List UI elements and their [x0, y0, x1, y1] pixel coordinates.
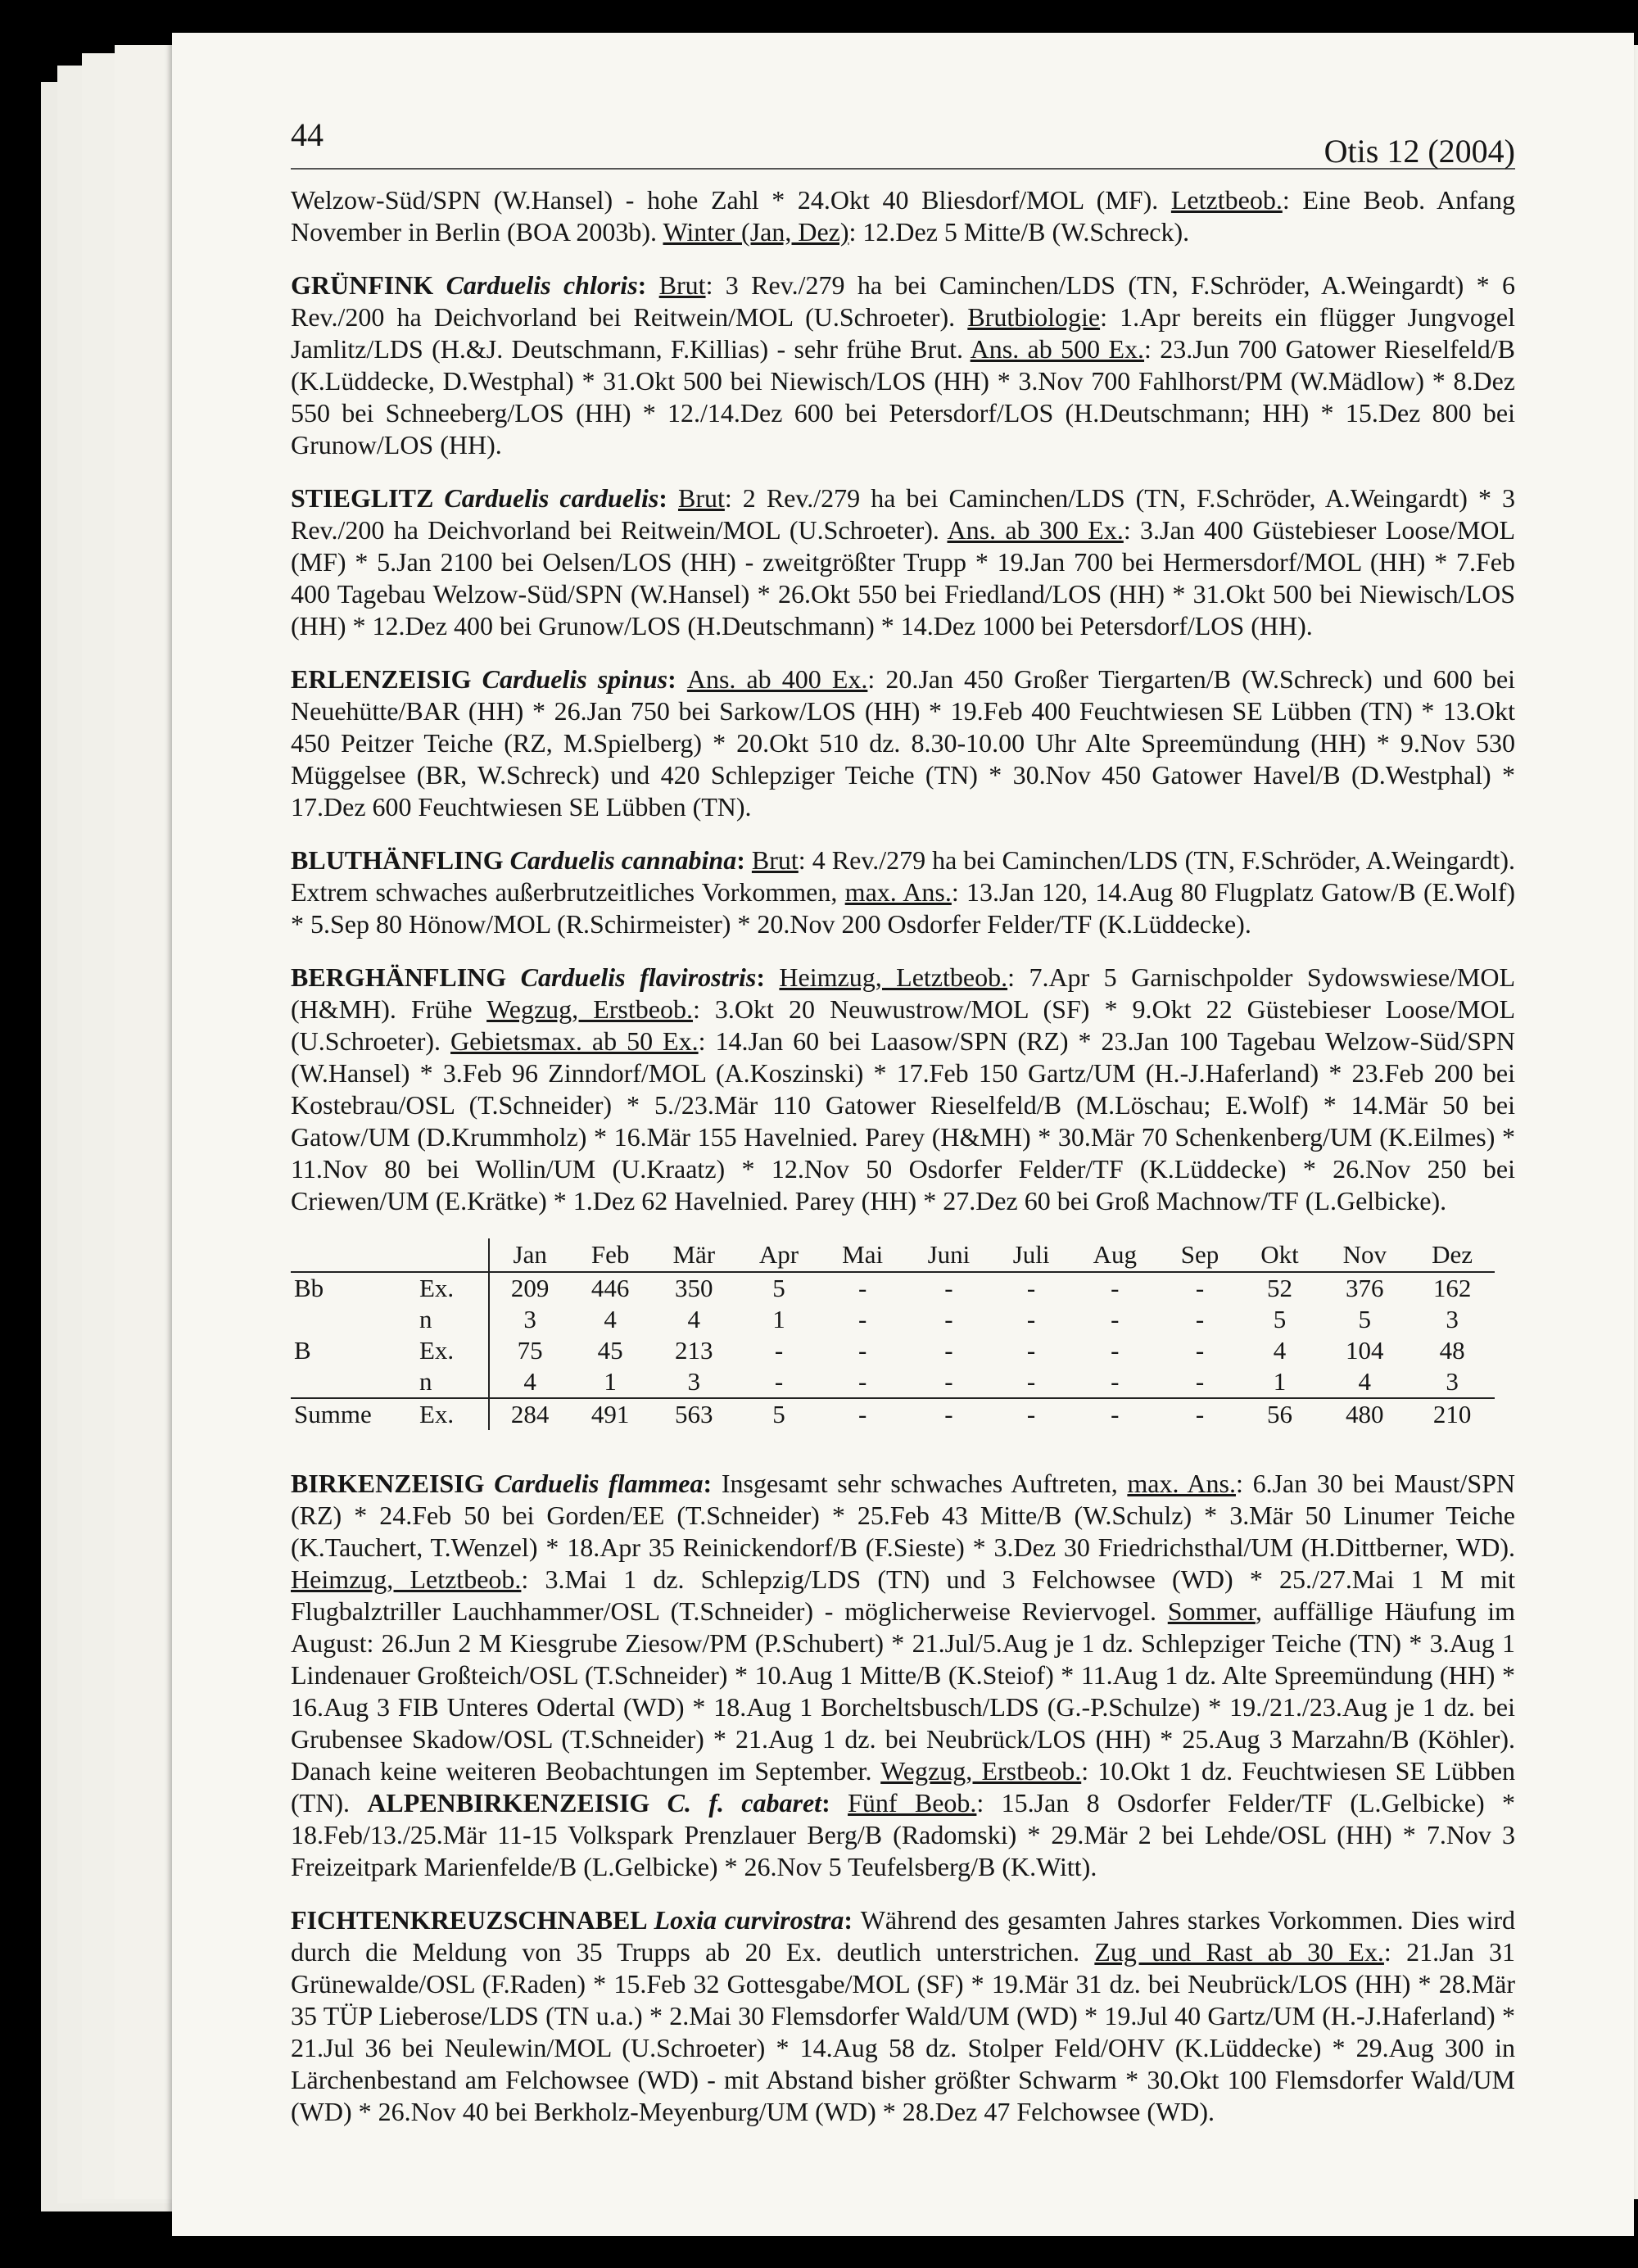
- species-entry-bluthaenfling: [291, 844, 1515, 940]
- table-cell: -: [944, 1274, 953, 1302]
- table-cell: 3: [1446, 1367, 1459, 1396]
- entry-text: : 3.Jan 400 Güstebieser Loose/MOL (MF) * 5.Jan 2100 bei Oelsen/LOS (HH) - zweitgrößter Trupp * 19.Jan 700 bei Hermersdorf/MOL (HH) * 7.Feb 400 Tagebau Welzow-Süd/SPN (W.Hansel) * 26.Okt 550 bei Friedland/LOS (HH) * 31.Okt 500 bei Niewisch/LOS (HH) * 12.Dez 400 bei Grunow/LOS (H.Deutschmann) * 14.Dez 1000 bei Petersdorf/LOS (HH).: [291, 515, 1516, 641]
- table-cell: -: [857, 1274, 867, 1302]
- section-label: Letztbeob.: [1170, 185, 1283, 215]
- table-header-cell: [291, 1238, 416, 1272]
- month-header: Nov: [1319, 1238, 1409, 1272]
- species-name: :: [667, 664, 687, 694]
- table-row: [291, 1335, 1495, 1366]
- table-cell: 162: [1432, 1274, 1472, 1302]
- table-cell: 1: [1273, 1367, 1287, 1396]
- entry-text: : 12.Dez 5 Mitte/B (W.Schreck).: [848, 217, 1190, 247]
- species-name: :: [756, 962, 780, 992]
- entry-text: : 3.Mai 1 dz. Schlepzig/LDS (TN) und 3 Felchowsee (WD) * 25./27.Mai 1 M mit Flugbalztriller Lauchhammer/OSL (T.Schneider) - möglicherweise Reviervogel.: [291, 1564, 1516, 1626]
- latin-name: Loxia curvirostra: [654, 1905, 844, 1935]
- month-header: Sep: [1160, 1238, 1240, 1272]
- entry-text: : 13.Jan 120, 14.Aug 80 Flugplatz Gatow/B (E.Wolf) * 5.Sep 80 Hönow/MOL (R.Schirmeister) * 20.Nov 200 Osdorfer Felder/TF (K.Lüddecke).: [291, 877, 1516, 939]
- entry-text: : 20.Jan 450 Großer Tiergarten/B (W.Schreck) und 600 bei Neuehütte/BAR (HH) * 26.Jan 750 bei Sarkow/LOS (HH) * 19.Feb 400 Feuchtwiesen SE Lübben (TN) * 13.Okt 450 Peitzer Teiche (RZ, M.Spielberg) * 20.Okt 510 dz. 8.30-10.00 Uhr Alte Spreemündung (HH) * 9.Nov 530 Müggelsee (BR, W.Schreck) und 420 Schlepziger Teiche (TN) * 30.Nov 450 Gatower Havel/B (D.Westphal) * 17.Dez 600 Feuchtwiesen SE Lübben (TN).: [291, 664, 1516, 822]
- table-cell: -: [1026, 1274, 1036, 1302]
- section-label: Ans. ab 300 Ex.: [947, 515, 1124, 545]
- page-number: 44: [291, 116, 324, 153]
- species-entries-bottom: [291, 1468, 1515, 2128]
- row-unit: Ex.: [416, 1272, 489, 1304]
- book-page: [172, 33, 1634, 2236]
- month-header: Apr: [738, 1238, 821, 1272]
- entry-text: : 21.Jan 31 Grünewalde/OSL (F.Raden) * 15.Feb 32 Gottesgabe/MOL (SF) * 19.Mär 31 dz. bei Neubrück/LOS (HH) * 28.Mär 35 TÜP Lieberose/LDS (TN u.a.) * 2.Mai 30 Flemsdorfer Wald/UM (WD) * 19.Jul 40 Gartz/UM (H.-J.Haferland) * 21.Jul 36 bei Neulewin/MOL (U.Schroeter) * 14.Aug 58 dz. Stolper Feld/OHV (K.Lüddecke) * 29.Aug 300 in Lärchenbestand am Felchowsee (WD) - mit Abstand bisher größter Schwarm * 30.Okt 100 Flemsdorfer Wald/UM (WD) * 26.Nov 40 bei Berkholz-Meyenburg/UM (WD) * 28.Dez 47 Felchowsee (WD).: [291, 1937, 1516, 2126]
- table-cell: 3: [687, 1367, 701, 1396]
- table-cell: 75: [517, 1336, 543, 1365]
- table-body: [291, 1272, 1495, 1430]
- table-cell: 3: [1446, 1305, 1459, 1333]
- table-cell: -: [1026, 1305, 1036, 1333]
- species-name: BERGHÄNFLING: [291, 962, 521, 992]
- species-name: FICHTENKREUZSCHNABEL: [291, 1905, 654, 1935]
- table-cell: 104: [1346, 1336, 1384, 1365]
- section-label: Brut: [751, 845, 799, 875]
- entry-text: : 15.Jan 8 Osdorfer Felder/TF (L.Gelbicke) * 18.Feb/13./25.Mär 11-15 Volkspark Prenzlauer Berg/B (Radomski) * 29.Mär 2 bei Lehde/OSL (HH) * 7.Nov 3 Freizeitpark Marienfelde/B (L.Gelbicke) * 26.Nov 5 Teufelsberg/B (K.Witt).: [291, 1788, 1516, 1881]
- table-cell: -: [857, 1367, 867, 1396]
- table-cell: -: [944, 1305, 953, 1333]
- entry-text: : 3 Rev./279 ha bei Caminchen/LDS (TN, F.Schröder, A.Weingardt) * 6 Rev./200 ha Deichvorland bei Reitwein/MOL (U.Schroeter).: [291, 270, 1516, 332]
- table-cell: 209: [510, 1274, 550, 1302]
- entry-text: : 7.Apr 5 Garnischpolder Sydowswiese/MOL (H&MH). Frühe: [291, 962, 1516, 1024]
- row-label: [291, 1304, 416, 1335]
- species-entry-erlenzeisig: [291, 663, 1515, 823]
- species-entry-berghaenfling: [291, 962, 1515, 1217]
- table-cell: 48: [1439, 1336, 1465, 1365]
- table-cell: 284: [489, 1398, 570, 1430]
- table-cell: 4: [687, 1305, 701, 1333]
- latin-name: Carduelis chloris: [446, 270, 638, 300]
- section-label: Ans. ab 400 Ex.: [686, 664, 868, 694]
- table-cell: -: [1111, 1336, 1120, 1365]
- section-label: Zug und Rast ab 30 Ex.: [1094, 1937, 1384, 1967]
- table-cell: 4: [604, 1305, 617, 1333]
- section-label: Heimzug, Letztbeob.: [779, 962, 1008, 992]
- latin-name: Carduelis flammea: [494, 1469, 704, 1498]
- table-cell: -: [1111, 1367, 1120, 1396]
- month-header: Juli: [993, 1238, 1070, 1272]
- month-header: Dez: [1409, 1238, 1495, 1272]
- entry-text: : 14.Jan 60 bei Laasow/SPN (RZ) * 23.Jan 100 Tagebau Welzow-Süd/SPN (W.Hansel) * 3.Feb 96 Zinndorf/MOL (A.Koszinski) * 17.Feb 150 Gartz/UM (H.-J.Haferland) * 23.Feb 200 bei Kostebrau/OSL (T.Schneider) * 5./23.Mär 110 Gatower Rieselfeld/B (M.Löschau; E.Wolf) * 14.Mär 50 bei Gatow/UM (D.Krummholz) * 16.Mär 155 Havelnied. Parey (H&MH) * 30.Mär 70 Schenkenberg/UM (K.Eilmes) * 11.Nov 80 bei Wollin/UM (U.Kraatz) * 12.Nov 50 Osdorfer Felder/TF (K.Lüddecke) * 26.Nov 250 bei Criewen/UM (E.Krätke) * 1.Dez 62 Havelnied. Parey (HH) * 27.Dez 60 bei Groß Machnow/TF (L.Gelbicke).: [291, 1026, 1516, 1215]
- table-cell: 563: [650, 1398, 738, 1430]
- table-cell: -: [1111, 1274, 1120, 1302]
- section-label: max. Ans.: [844, 877, 952, 907]
- table-cell: -: [774, 1367, 784, 1396]
- latin-name: C. f. cabaret: [667, 1788, 822, 1818]
- table-cell: 45: [597, 1336, 623, 1365]
- entry-text: , auffällige Häufung im August: 26.Jun 2 M Kiesgrube Ziesow/PM (P.Schubert) * 21.Jul/5.Aug je 1 dz. Schlepziger Teiche (TN) * 3.Aug 1 Lindenauer Großteich/OSL (T.Schneider) * 10.Aug 1 Mitte/B (K.Steiof) * 11.Aug 1 dz. Alte Spreemündung (HH) * 16.Aug 3 FIB Unteres Odertal (WD) * 18.Aug 1 Borcheltsbusch/LDS (G.-P.Schulze) * 19./21./23.Aug je 1 dz. bei Grubensee Skadow/OSL (T.Schneider) * 21.Aug 1 dz. bei Neubrück/LOS (HH) * 25.Aug 3 Marzahn/B (Köhler). Danach keine weiteren Beobachtungen im September.: [291, 1596, 1516, 1786]
- section-label: Fünf Beob.: [848, 1788, 977, 1818]
- table-cell: 52: [1267, 1274, 1293, 1302]
- entry-text: Während des gesamten Jahres starkes Vorkommen. Dies wird durch die Meldung von 35 Trupps ab 20 Ex. deutlich unterstrichen.: [291, 1905, 1516, 1967]
- month-header: Feb: [570, 1238, 650, 1272]
- species-name: BLUTHÄNFLING: [291, 845, 510, 875]
- table-cell: -: [993, 1398, 1070, 1430]
- entry-text: : 23.Jun 700 Gatower Rieselfeld/B (K.Lüddecke, D.Westphal) * 31.Okt 500 bei Niewisch/LOS (HH) * 3.Nov 700 Fahlhorst/PM (W.Mädlow) * 8.Dez 550 bei Schneeberg/LOS (HH) * 12./14.Dez 600 bei Petersdorf/LOS (H.Deutschmann; HH) * 15.Dez 800 bei Grunow/LOS (HH).: [291, 334, 1516, 459]
- species-name: BIRKENZEISIG: [291, 1469, 495, 1498]
- table-cell: 480: [1319, 1398, 1409, 1430]
- table-cell: -: [857, 1336, 867, 1365]
- species-entry-gruenfink: [291, 269, 1515, 461]
- species-name: :: [703, 1469, 722, 1498]
- species-name: :: [844, 1905, 861, 1935]
- species-name: STIEGLITZ: [291, 483, 445, 513]
- table-row: [291, 1366, 1495, 1398]
- species-name: ERLENZEISIG: [291, 664, 482, 694]
- table-cell: -: [1195, 1274, 1205, 1302]
- row-label: Summe: [291, 1398, 416, 1430]
- entry-text: : 3.Okt 20 Neuwustrow/MOL (SF) * 9.Okt 22 Güstebieser Loose/MOL (U.Schroeter).: [291, 994, 1516, 1056]
- row-unit: n: [416, 1366, 489, 1398]
- table-cell: -: [774, 1336, 784, 1365]
- species-name: :: [736, 845, 752, 875]
- row-unit: n: [416, 1304, 489, 1335]
- row-unit: Ex.: [416, 1398, 489, 1430]
- table-header-row: [291, 1238, 1495, 1272]
- table-cell: 56: [1240, 1398, 1320, 1430]
- month-header: Juni: [905, 1238, 993, 1272]
- table-cell: 350: [675, 1274, 713, 1302]
- table-cell: 1: [604, 1367, 617, 1396]
- month-header: Mär: [650, 1238, 738, 1272]
- latin-name: Carduelis spinus: [482, 664, 668, 694]
- table-cell: 491: [570, 1398, 650, 1430]
- section-label: Wegzug, Erstbeob.: [880, 1756, 1082, 1786]
- month-header: Mai: [820, 1238, 905, 1272]
- table-cell: -: [1160, 1398, 1240, 1430]
- species-name: :: [821, 1788, 848, 1818]
- table-cell: -: [944, 1367, 953, 1396]
- section-label: Brut: [677, 483, 725, 513]
- table-cell: 213: [675, 1336, 713, 1365]
- species-entry-stieglitz: [291, 482, 1515, 642]
- row-label: [291, 1366, 416, 1398]
- row-label: B: [294, 1336, 311, 1365]
- section-label: Brutbiologie: [967, 302, 1101, 332]
- table-cell: -: [1195, 1367, 1205, 1396]
- table-cell: 5: [772, 1274, 785, 1302]
- table-cell: 5: [1273, 1305, 1287, 1333]
- table-cell: 376: [1346, 1274, 1384, 1302]
- entry-text: : 2 Rev./279 ha bei Caminchen/LDS (TN, F.Schröder, A.Weingardt) * 3 Rev./200 ha Deichvorland bei Reitwein/MOL (U.Schroeter).: [291, 483, 1516, 545]
- table-cell: -: [905, 1398, 993, 1430]
- entry-text: Insgesamt sehr schwaches Auftreten,: [721, 1469, 1128, 1498]
- table-cell: -: [820, 1398, 905, 1430]
- table-cell: 4: [1358, 1367, 1372, 1396]
- species-entry-birkenzeisig: [291, 1468, 1515, 1883]
- table-cell: 5: [1358, 1305, 1372, 1333]
- running-header: [291, 102, 1515, 170]
- table-cell: 1: [772, 1305, 785, 1333]
- entry-text: : 6.Jan 30 bei Maust/SPN (RZ) * 24.Feb 50 bei Gorden/EE (T.Schneider) * 25.Feb 43 Mitte/B (W.Schulz) * 3.Mär 50 Linumer Teiche (K.Tauchert, T.Wenzel) * 18.Apr 35 Reinickendorf/B (F.Sieste) * 3.Dez 30 Friedrichsthal/UM (H.Dittberner, WD).: [291, 1469, 1516, 1562]
- table-cell: 4: [523, 1367, 536, 1396]
- latin-name: Carduelis cannabina: [509, 845, 737, 875]
- table-cell: -: [857, 1305, 867, 1333]
- table-cell: 4: [1273, 1336, 1287, 1365]
- species-name: :: [658, 483, 678, 513]
- entry-text: Welzow-Süd/SPN (W.Hansel) - hohe Zahl * 24.Okt 40 Bliesdorf/MOL (MF).: [291, 185, 1171, 215]
- entry-text: : Eine Beob. Anfang November in Berlin (BOA 2003b).: [291, 185, 1516, 247]
- table-cell: -: [1026, 1336, 1036, 1365]
- row-unit: Ex.: [416, 1335, 489, 1366]
- section-label: Gebietsmax. ab 50 Ex.: [450, 1026, 699, 1056]
- section-label: Ans. ab 500 Ex.: [970, 334, 1145, 364]
- species-entries-top: [291, 184, 1515, 1217]
- entry-text: : 10.Okt 1 dz. Feuchtwiesen SE Lübben (TN).: [291, 1756, 1516, 1818]
- table-row: [291, 1272, 1495, 1304]
- section-label: Brut: [658, 270, 706, 300]
- section-label: Winter (Jan, Dez): [663, 217, 849, 247]
- table-cell: 446: [590, 1274, 630, 1302]
- month-header: Jan: [489, 1238, 570, 1272]
- row-label: Bb: [294, 1274, 324, 1302]
- table-cell: 210: [1409, 1398, 1495, 1430]
- journal-title: Otis 12 (2004): [1324, 133, 1515, 170]
- table-cell: 5: [738, 1398, 821, 1430]
- section-label: Sommer: [1167, 1596, 1256, 1626]
- entry-text: : 4 Rev./279 ha bei Caminchen/LDS (TN, F.Schröder, A.Weingardt). Extrem schwaches außerbrutzeitliches Vorkommen,: [291, 845, 1516, 907]
- section-label: max. Ans.: [1127, 1469, 1236, 1498]
- section-label: Wegzug, Erstbeob.: [486, 994, 693, 1024]
- species-name: ALPENBIRKENZEISIG: [367, 1788, 667, 1818]
- section-label: Heimzug, Letztbeob.: [291, 1564, 522, 1594]
- species-entry-welzow: [291, 184, 1515, 248]
- table-cell: -: [1111, 1305, 1120, 1333]
- page-content: [291, 102, 1515, 2149]
- table-cell: -: [1070, 1398, 1160, 1430]
- table-cell: -: [944, 1336, 953, 1365]
- monthly-count-table: [291, 1238, 1495, 1430]
- table-row: [291, 1398, 1495, 1430]
- table-cell: 3: [523, 1305, 536, 1333]
- month-header: Okt: [1240, 1238, 1320, 1272]
- table-header-cell: [416, 1238, 489, 1272]
- month-header: Aug: [1070, 1238, 1160, 1272]
- species-name: :: [637, 270, 659, 300]
- latin-name: Carduelis flavirostris: [520, 962, 757, 992]
- latin-name: Carduelis carduelis: [444, 483, 659, 513]
- species-entry-fichtenkreuzschnabel: [291, 1904, 1515, 2128]
- table-row: [291, 1304, 1495, 1335]
- table-cell: -: [1026, 1367, 1036, 1396]
- species-name: GRÜNFINK: [291, 270, 446, 300]
- table-cell: -: [1195, 1336, 1205, 1365]
- table-cell: -: [1195, 1305, 1205, 1333]
- entry-text: : 1.Apr bereits ein flügger Jungvogel Jamlitz/LDS (H.&J. Deutschmann, F.Killias) - sehr frühe Brut.: [291, 302, 1516, 364]
